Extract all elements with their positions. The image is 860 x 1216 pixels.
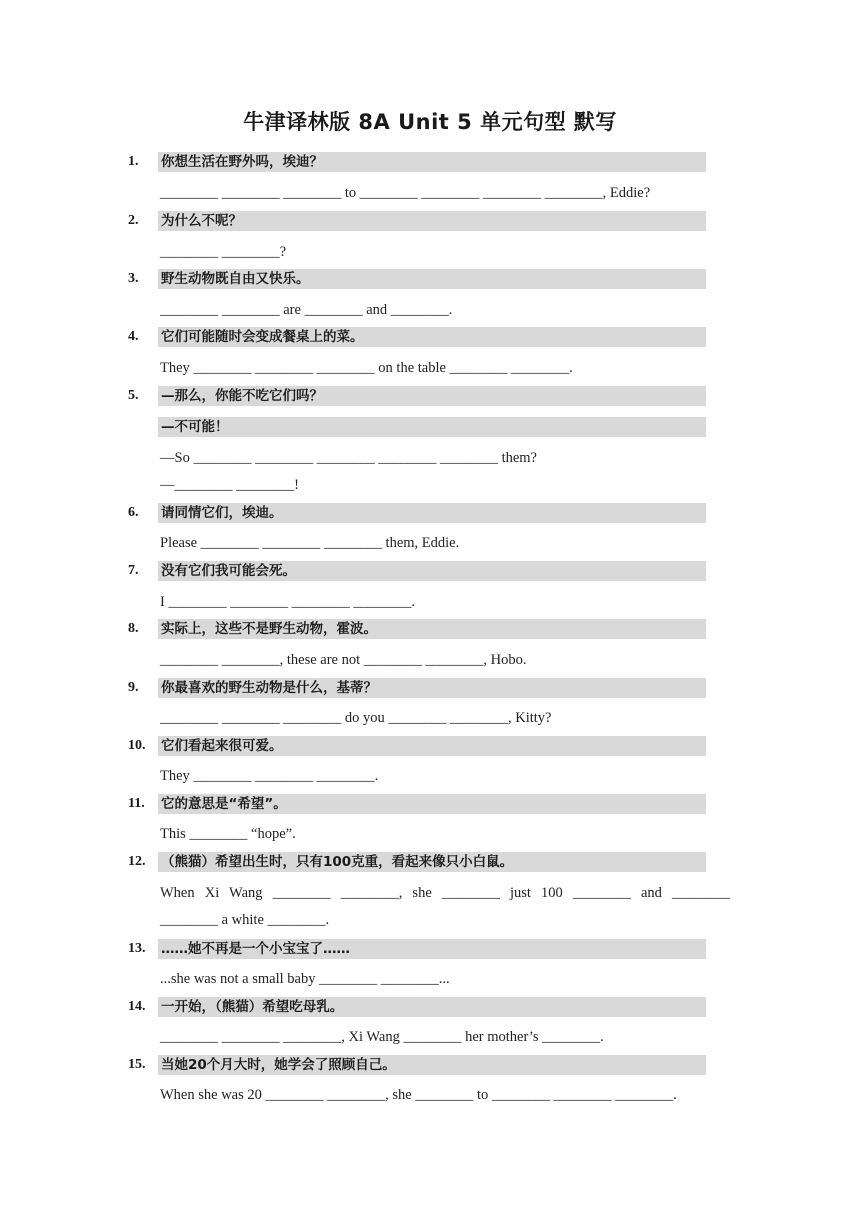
question-number: 11. [128,796,145,811]
question-number: 7. [128,563,139,578]
question-prompt: 一开始，（熊猫）希望吃母乳。 [158,997,706,1017]
question-prompt: 为什么不呢？ [158,211,706,231]
question-prompt: 它们看起来很可爱。 [158,736,706,756]
answer-line: ________ ________ ________ do you ________ ________, Kitty? [160,710,552,726]
question-prompt: ……她不再是一个小宝宝了…… [158,939,706,959]
question-number: 5. [128,388,139,403]
question-prompt: 它的意思是“希望”。 [158,794,706,814]
answer-line: They ________ ________ ________. [160,768,379,784]
question-prompt: 实际上，这些不是野生动物，霍波。 [158,619,706,639]
answer-line: ________ a white ________. [160,912,330,928]
answer-line: When Xi Wang ________ ________, she ________ just 100 ________ and ________ [160,885,730,901]
question-prompt: 没有它们我可能会死。 [158,561,706,581]
question-number: 6. [128,505,139,520]
question-prompt: 野生动物既自由又快乐。 [158,269,706,289]
answer-line: I ________ ________ ________ ________. [160,594,415,610]
question-prompt: 它们可能随时会变成餐桌上的菜。 [158,327,706,347]
question-number: 1. [128,154,139,169]
question-number: 3. [128,271,139,286]
question-number: 14. [128,999,146,1014]
page-title: 牛津译林版 8A Unit 5 单元句型 默写 [243,110,617,134]
answer-line: —________ ________! [160,477,299,493]
question-prompt: 请同情它们，埃迪。 [158,503,706,523]
question-number: 9. [128,680,139,695]
answer-line: They ________ ________ ________ on the table ________ ________. [160,360,573,376]
answer-line: ________ ________ ________ to ________ ________ ________ ________, Eddie? [160,185,651,201]
answer-line: ________ ________ are ________ and ________. [160,302,453,318]
answer-line: —So ________ ________ ________ ________ ________ them? [160,450,537,466]
question-prompt: —那么，你能不吃它们吗？ [158,386,706,406]
answer-line: Please ________ ________ ________ them, Eddie. [160,535,460,551]
question-number: 15. [128,1057,146,1072]
question-number: 12. [128,854,146,869]
question-prompt: 当她20个月大时，她学会了照顾自己。 [158,1055,706,1075]
question-number: 2. [128,213,139,228]
answer-line: ________ ________, these are not ________ ________, Hobo. [160,652,527,668]
answer-line: ...she was not a small baby ________ ________... [160,971,450,987]
answer-line: When she was 20 ________ ________, she ________ to ________ ________ ________. [160,1087,677,1103]
question-number: 8. [128,621,139,636]
question-prompt-reply: —不可能！ [158,417,706,437]
question-number: 10. [128,738,146,753]
question-number: 13. [128,941,146,956]
question-prompt: 你最喜欢的野生动物是什么，基蒂？ [158,678,706,698]
answer-line: This ________ “hope”. [160,826,296,842]
question-prompt: 你想生活在野外吗，埃迪？ [158,152,706,172]
answer-line: ________ ________ ________, Xi Wang ________ her mother’s ________. [160,1029,604,1045]
question-number: 4. [128,329,139,344]
answer-line: ________ ________? [160,244,287,260]
question-prompt: （熊猫）希望出生时，只有100克重，看起来像只小白鼠。 [158,852,706,872]
